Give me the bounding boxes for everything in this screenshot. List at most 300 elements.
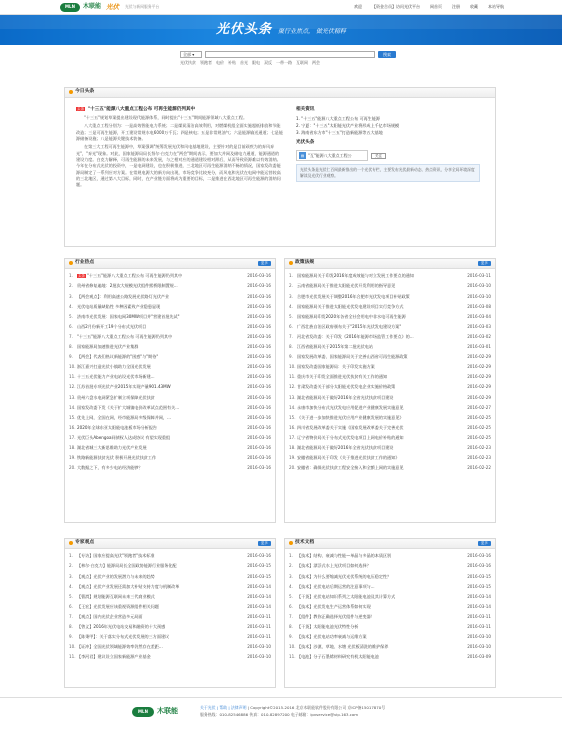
list-item-number: 13. (289, 394, 296, 400)
list-item-title[interactable]: 十三五光伏能力产业电站设光伏市场新建... (77, 374, 155, 380)
list-item-title[interactable]: 国家能源局印发2020年各省全社会用电中非水电可再生能源 (297, 313, 406, 319)
footer-contact: 服务热线：010-82546886 传真：010-82897200 电子邮箱：ipvservice@vip.163.com (200, 712, 359, 718)
list-item[interactable] (289, 352, 491, 362)
list-item-date: 2016-03-16 (247, 465, 271, 471)
list-item-title[interactable]: 【技术】漂浮式水上光伏项目如何选择？ (297, 563, 371, 569)
list-item-title[interactable]: 【电池】分子石墨烯材料研究有机太阳能电池 (297, 654, 379, 660)
expert-list (65, 549, 275, 664)
list-item-date: 2016-03-16 (247, 354, 271, 360)
list-item[interactable] (289, 311, 491, 321)
list-item-title[interactable]: 合肥市光伏发展关于调整2016年合肥市光伏发电项目补贴政策 (297, 293, 410, 299)
list-item-number: 2. (69, 283, 73, 289)
list-item-date: 2016-03-10 (467, 293, 491, 299)
list-item-number: 12. (289, 384, 296, 390)
list-item-title[interactable]: 广西壮族自治区政府颁布关于"2015年光伏发电建设方案" (297, 323, 402, 329)
list-item-title[interactable]: 济南市光伏发展：国家电网30MW项目并"营建首批先试" (77, 313, 180, 319)
list-item[interactable] (69, 453, 271, 463)
list-item-number: 9. (69, 354, 73, 360)
list-item-title[interactable]: 四川省发展改革委关于实施《国家发展改革委关于完善光伏 (297, 424, 404, 430)
list-item-date: 2016-03-16 (247, 414, 271, 420)
list-item-number: 19. (289, 455, 296, 461)
list-item-date: 2016-03-01 (467, 344, 491, 350)
headline-row (76, 107, 283, 113)
list-item-title[interactable]: 【林尔·白克力】能源局局长全国政协能源行业服务化配 (77, 563, 177, 569)
list-item-title[interactable]: 国家能源局关于推进太阳能光伏发电建设项目实行竞争方式 (297, 303, 404, 309)
list-item-title[interactable]: 浙江嘉兴打造光伏小镇助力全国光伏发展 (77, 364, 151, 370)
wechat-title: 光伏头条 (296, 140, 315, 146)
list-item[interactable] (69, 301, 271, 311)
list-item[interactable] (69, 591, 271, 601)
list-item[interactable] (289, 422, 491, 432)
list-item-title[interactable]: 【陈秉甲】：关于落实分布式光伏发展的三方面建议 (77, 634, 170, 640)
list-item-date: 2016-03-11 (247, 613, 271, 619)
list-item-title[interactable]: 贵州省修复遍地：2批次大规模光伏组件熙桥限制置规... (77, 283, 178, 289)
list-item[interactable] (289, 622, 491, 632)
list-item-date: 2016-03-15 (467, 573, 491, 579)
top-links (354, 4, 504, 9)
list-item[interactable] (289, 291, 491, 301)
hot-word[interactable]: 光伏扶贫 (180, 60, 196, 65)
list-item-title[interactable]: 国家能源局加速推进光伏产业集群 (77, 344, 139, 350)
list-item-date: 2016-03-16 (247, 553, 271, 559)
list-item[interactable] (69, 372, 271, 382)
list-item[interactable] (69, 402, 271, 412)
list-item-date: 2016-03-16 (247, 333, 271, 339)
hot-word[interactable]: 双反 (264, 60, 272, 65)
list-item-title[interactable]: 【观点】国内光伏企业营造多元局面 (77, 613, 143, 619)
wechat-description: 光伏头条是光伏仁百网最新推出的一个光伏专栏，主要发布光伏最新动态、热点资讯，分享全局环境深度解读及光伏行业观察。 (296, 164, 480, 181)
list-item-date: 2016-03-16 (247, 283, 271, 289)
footer-logo[interactable] (132, 707, 178, 717)
list-item[interactable] (289, 443, 491, 453)
list-item-date: 2016-03-16 (247, 293, 271, 299)
list-item[interactable] (69, 392, 271, 402)
list-item-title[interactable]: 【干货】光伏电站知识系列之太阳能电池及其计算方式 (297, 593, 396, 599)
list-item-date: 2016-03-10 (467, 644, 491, 650)
list-item-date: 2016-03-11 (467, 273, 491, 279)
expert-section (64, 538, 276, 688)
search-input[interactable] (205, 51, 375, 58)
list-item-date: 2016-03-16 (247, 384, 271, 390)
list-item-number: 9. (289, 634, 293, 640)
list-item-title[interactable]: 重庆市关于印发全面推进光伏扶贫有关工作的通知 (297, 374, 388, 380)
list-item-date: 2016-02-25 (467, 424, 491, 430)
list-item[interactable] (289, 453, 491, 463)
list-item-date: 2016-03-10 (247, 644, 271, 650)
favorite-link[interactable]: 收藏 (470, 4, 478, 10)
list-item-title[interactable]: 【技术】光伏电站功率衰减与运维方案 (297, 634, 367, 640)
list-item-title[interactable]: 【两会观点】：利用高速公路发展光伏路灯光伏产业 (77, 293, 170, 299)
banner-subtitle: 聚行业焦点， 做光伏精粹 (278, 27, 346, 35)
headline-link[interactable]: "十三五"能源八大重点工程公布 可再生能源仍列其中 (87, 107, 196, 112)
list-item-title[interactable]: 河北省发改委：关于印发《2016年能源市场监管工作要点》的... (297, 333, 414, 339)
list-item-date: 2016-02-25 (467, 414, 491, 420)
tech-section (284, 538, 496, 688)
list-item[interactable] (69, 382, 271, 392)
list-item[interactable] (289, 561, 491, 571)
list-item-title[interactable]: 【王宏】光伏发展应该重视资源组件相关问题 (77, 603, 159, 609)
list-item[interactable] (289, 281, 491, 291)
list-item-number: 6. (289, 323, 293, 329)
list-item[interactable] (289, 271, 491, 281)
list-item[interactable] (69, 612, 271, 622)
list-item-title[interactable]: 国家发展改革委、国家能源局关于完善山西省可再生能源政策 (297, 354, 408, 360)
list-item-date: 2016-03-14 (467, 603, 491, 609)
banner (0, 15, 562, 45)
list-item-title[interactable]: 【曾义】2016年光伏电站交易和融资的十大预感 (77, 624, 166, 630)
list-item-number: 10. (289, 364, 296, 370)
list-item-number: 17. (69, 434, 76, 440)
list-item-number: 3. (69, 293, 73, 299)
list-item[interactable] (69, 443, 271, 453)
tech-more-button[interactable]: 更多 (478, 541, 491, 547)
list-item-number: 12. (69, 384, 76, 390)
list-item[interactable] (289, 362, 491, 372)
list-item[interactable] (289, 332, 491, 342)
list-item[interactable] (69, 422, 271, 432)
related-title: 相关资讯 (296, 107, 315, 112)
list-item-number: 10. (289, 644, 296, 650)
list-item-title[interactable]: 【技术】沙漠、草地、水塘 光伏板清洗的维护保养 (297, 644, 389, 650)
list-item-title[interactable]: 【曹渭】规划能源互联网未来三代商业模式 (77, 593, 155, 599)
list-item[interactable] (69, 551, 271, 561)
list-item-date: 2016-03-16 (247, 424, 271, 430)
list-item[interactable] (289, 551, 491, 561)
list-item-date: 2016-03-14 (247, 593, 271, 599)
wechat-card-label: "互"能源八大重点工程公 (308, 153, 352, 159)
list-item-number: 11. (69, 374, 76, 380)
list-item-title[interactable]: 云南省能源局关于推进太阳能光伏开发利用的指导意见 (297, 283, 396, 289)
list-item[interactable] (69, 622, 271, 632)
list-item-number: 11. (289, 654, 296, 660)
list-item[interactable] (289, 642, 491, 652)
list-item[interactable] (289, 392, 491, 402)
today-sidebar (296, 107, 480, 182)
footer-logo-name: 木联能 (157, 707, 178, 716)
logo-name: 木联能 (83, 3, 102, 11)
list-item-date: 2016-03-14 (247, 583, 271, 589)
industry-section (64, 258, 276, 523)
list-item[interactable] (69, 581, 271, 591)
list-item-number: 5. (289, 313, 293, 319)
policy-section (284, 258, 496, 523)
list-item-number: 17. (289, 434, 296, 440)
list-item-date: 2016-03-16 (247, 455, 271, 461)
list-item-title[interactable]: 【观点】光伏产业的发展潜力与未来的趋势 (77, 573, 155, 579)
list-item[interactable] (69, 632, 271, 642)
list-item[interactable] (69, 332, 271, 342)
list-item[interactable] (289, 412, 491, 422)
bullet-icon (69, 261, 73, 265)
list-item-title[interactable]: 2020年全球东亚太阳能电池板市场分析报告 (77, 424, 158, 430)
headline-paragraph: 八大重点工程分别为：一是高效智能电力系统；二是煤炭清洁高效利用，对燃煤机组全面实施超低排放和节能改造；三是可再生能源，开工建设常规水电6000万千瓦；四是核电；五是非常规油气；六是能源输送通道；七是能源储备设施；八是能源关键技术装备。 (76, 123, 283, 141)
list-item[interactable] (289, 632, 491, 642)
list-item[interactable] (69, 291, 271, 301)
list-item-number: 5. (69, 593, 73, 599)
banner-title: 光伏头条 (216, 21, 273, 37)
list-item-title[interactable]: 安徽省能源局关于印发《关于推进光伏扶贫工作的通知》 (297, 455, 400, 461)
list-item-number: 1. (69, 273, 73, 279)
tech-list (285, 549, 495, 664)
list-item-number: 20. (69, 465, 76, 471)
list-item[interactable] (69, 321, 271, 331)
list-item-title[interactable]: 湖北省能源局关于做好2016年全省光伏扶贫项目建设 (297, 394, 394, 400)
register-link[interactable]: 注册 (452, 4, 460, 10)
list-item-number: 4. (289, 583, 293, 589)
list-item-number: 19. (69, 455, 76, 461)
hot-word[interactable]: 领跑者 (200, 60, 212, 65)
search-button[interactable]: 搜索 (378, 51, 396, 58)
search-category-select[interactable]: 全部 ▾ (180, 51, 202, 58)
list-item-title[interactable]: 【李河君】建议设立国家新能源产业基金 (77, 654, 151, 660)
list-item-date: 2016-03-15 (467, 583, 491, 589)
list-item-number: 8. (289, 624, 293, 630)
list-item-title[interactable]: 甘肃发改委关于部分太阳能光伏发电企业实施价格政策 (297, 384, 396, 390)
list-item-date: 2016-03-14 (247, 603, 271, 609)
list-item-number: 10. (69, 644, 76, 650)
hot-word[interactable]: 限电 (252, 60, 260, 65)
list-item-number: 6. (69, 323, 73, 329)
list-item-title[interactable]: 山西2月份新开工19个分布式光伏项目 (77, 323, 147, 329)
list-item-number: 1. (289, 553, 293, 559)
list-item-number: 3. (69, 573, 73, 579)
footer-line-1 (200, 704, 385, 711)
list-item-number: 1. (289, 273, 293, 279)
list-item-title[interactable]: 江苏首批专项光伏产业2015年实现产量901.43MW (77, 384, 171, 390)
list-item-number: 7. (69, 613, 73, 619)
list-item-title[interactable]: 安徽省：确保光伏扶贫工程安全接入和全额上网的实施意见 (297, 465, 404, 471)
list-item-title[interactable]: 铁路新能源扶贫光伏 积极开展光伏扶贫工作 (77, 455, 157, 461)
list-item[interactable] (69, 571, 271, 581)
list-item-number: 16. (69, 424, 76, 430)
hot-word[interactable]: 两会 (312, 60, 320, 65)
list-item-title[interactable]: 【技术】为什么要缩减光伏光伏系统的电压稳定性？ (297, 573, 392, 579)
list-item-date: 2016-03-14 (467, 593, 491, 599)
today-title-wrap (69, 89, 94, 95)
list-item-title[interactable]: 贵州六盘水电网紧急扩制立项保障光伏扶贫 (77, 394, 155, 400)
list-item-number: 7. (289, 333, 293, 339)
list-item[interactable] (69, 463, 271, 473)
list-item-date: 2016-03-16 (247, 374, 271, 380)
list-item-number: 2. (289, 563, 293, 569)
list-item-number: 20. (289, 465, 296, 471)
policy-list (285, 269, 495, 475)
list-item[interactable] (289, 591, 491, 601)
list-item[interactable] (69, 362, 271, 372)
follow-button[interactable]: 关注 (371, 153, 386, 160)
list-item[interactable] (289, 382, 491, 392)
welcome-text: 欢迎 (354, 4, 362, 10)
list-item-date: 2016-03-16 (247, 313, 271, 319)
headline-tag: 头条 (77, 107, 85, 111)
list-item[interactable] (69, 433, 271, 443)
list-item-date: 2016-02-29 (467, 374, 491, 380)
list-item-title[interactable]: 湖北省城三大新思维助力光伏产业发展 (77, 444, 147, 450)
member-link[interactable]: 【资金合员】访问光伏平台 (372, 4, 420, 10)
list-item-tag: 头条 (78, 273, 85, 278)
policy-title-wrap (289, 260, 314, 266)
footer-links[interactable]: 关于光伏 | 帮助 | 法律声明 (200, 705, 247, 710)
list-item-number: 2. (69, 563, 73, 569)
list-item-title[interactable]: "十三五"能源八大重点工程公布 可再生能源仍列其中 (77, 333, 173, 339)
tech-header (285, 539, 495, 549)
list-item[interactable] (289, 612, 491, 622)
list-item-date: 2016-02-22 (467, 465, 491, 471)
today-header (65, 88, 495, 98)
list-item-number: 4. (69, 303, 73, 309)
related-item[interactable]: 3. 海南省东方市"十三五"打造新能源等五大基地 (296, 130, 383, 136)
top-bar (0, 0, 562, 15)
related-item[interactable]: 1. "十三五"能源八大重点工程公布 可再生能源 (296, 115, 380, 121)
list-item-number: 9. (69, 634, 73, 640)
hot-words (0, 58, 562, 65)
list-item-date: 2016-03-03 (467, 323, 491, 329)
list-item-title[interactable]: 【技术】光伏发电生产运营体系如何实现 (297, 603, 371, 609)
list-item-date: 2016-03-10 (247, 654, 271, 660)
expert-header (65, 539, 275, 549)
list-item-date: 2016-03-16 (247, 434, 271, 440)
list-item-title[interactable]: 《关于进一步加快推进光伏应用产业健康发展的实施意见》 (297, 414, 404, 420)
list-item-number: 3. (289, 573, 293, 579)
list-item-title[interactable]: 湖北省能源局关于做好2016年全省光伏扶贫项目建设 (297, 444, 394, 450)
list-item-title[interactable]: 辽宁省物价局关于分布式光伏发电项目上网电价补贴的通知 (297, 434, 404, 440)
list-item-date: 2016-03-04 (467, 313, 491, 319)
list-item-date: 2016-03-16 (247, 323, 271, 329)
footer-logo-mark: MLN (132, 707, 154, 717)
list-item-number: 11. (69, 654, 76, 660)
list-item-title[interactable]: 【观点】光伏产业发展还需加大补贴支持力度与机制改革 (77, 583, 180, 589)
site-logo[interactable] (60, 3, 159, 12)
list-item-title[interactable]: 国家能源局关于印发2016年度成效能与对立发展工作要点的通知 (297, 273, 414, 279)
bullet-icon (289, 541, 293, 545)
list-item[interactable] (69, 311, 271, 321)
industry-title-wrap (69, 260, 94, 266)
hot-word[interactable]: 一带一路 (276, 60, 292, 65)
home-link[interactable]: 网首页 (430, 4, 442, 10)
list-item[interactable] (289, 372, 491, 382)
list-item-date: 2016-03-15 (247, 563, 271, 569)
list-item-date: 2016-03-16 (467, 563, 491, 569)
list-item-number: 8. (69, 344, 73, 350)
list-item-date: 2016-03-16 (247, 394, 271, 400)
list-item[interactable] (289, 652, 491, 662)
list-item[interactable] (289, 433, 491, 443)
list-item[interactable] (289, 463, 491, 473)
expert-more-button[interactable]: 更多 (258, 541, 271, 547)
list-item-title[interactable]: 【技术】光伏电站后期运营的注意事项与... (297, 583, 375, 589)
footer-copyright: | Copyright©2015-2016 北京木联能软件股份有限公司 京ICP备15017870号 (247, 705, 386, 710)
list-item-title[interactable]: 大数据之下，有多少电站经济能够？ (77, 465, 143, 471)
list-item[interactable] (69, 281, 271, 291)
list-item-date: 2016-03-16 (247, 364, 271, 370)
list-item-date: 2016-03-16 (247, 344, 271, 350)
footer (0, 697, 562, 735)
list-item-title[interactable]: 国家发改委国家能源局：关于印发实施方案 (297, 364, 375, 370)
site-nav-link[interactable]: 本站导航 (488, 4, 504, 10)
list-item-date: 2016-02-27 (467, 404, 491, 410)
list-item-number: 16. (289, 424, 296, 430)
list-item-date: 2016-03-16 (467, 553, 491, 559)
list-item[interactable] (69, 342, 271, 352)
list-item[interactable] (69, 642, 271, 652)
list-item-number: 6. (69, 603, 73, 609)
product-name: 光伏 (106, 2, 120, 11)
list-item-title[interactable]: 【干货】太阳能电池光伏特性分析 (297, 624, 359, 630)
wechat-row (296, 150, 480, 161)
hot-word[interactable]: 电价 (216, 60, 224, 65)
list-item-date: 2016-02-29 (467, 394, 491, 400)
list-item-date: 2016-02-25 (467, 434, 491, 440)
industry-more-button[interactable]: 更多 (258, 261, 271, 267)
list-item-number: 2. (289, 283, 293, 289)
list-item[interactable] (69, 352, 271, 362)
article-icon: ▤ (300, 153, 305, 158)
list-item-number: 14. (289, 404, 296, 410)
list-item-date: 2016-03-02 (467, 333, 491, 339)
list-item[interactable] (69, 652, 271, 662)
hot-word[interactable]: 补贴 (228, 60, 236, 65)
related-item[interactable]: 2. 宁夏："十三五"太阳能光伏产业将形成上千亿市场规模 (296, 123, 400, 129)
list-item-title[interactable]: "十三五"能源八大重点工程公布 可再生能源仍列其中 (87, 273, 183, 279)
list-item-date: 2016-03-11 (467, 624, 491, 630)
list-item[interactable] (289, 321, 491, 331)
list-item-title[interactable]: 国家发改委下发《关于扩大城镇电价改革试点范围有关... (77, 404, 180, 410)
wechat-card[interactable] (296, 150, 368, 161)
list-item-title[interactable]: 永康市加快分布式光伏发电应用促进产业健康发展实施意见 (297, 404, 404, 410)
list-item-title[interactable]: 【组件】教你正确选择光伏组件与逆变器！ (297, 613, 375, 619)
list-item-title[interactable]: 【技术】结构、衰减与性能—单晶与多晶的本质区别 (297, 553, 392, 559)
list-item[interactable] (289, 581, 491, 591)
list-item-number: 7. (69, 333, 73, 339)
list-item[interactable] (69, 601, 271, 611)
list-item-title[interactable]: 光伏电站质量缺陷性 多种因素致产业隐患显现 (77, 303, 161, 309)
list-item-date: 2016-03-08 (467, 303, 491, 309)
list-item[interactable] (289, 571, 491, 581)
hot-word[interactable]: 互联网 (296, 60, 308, 65)
list-item-number: 13. (69, 394, 76, 400)
list-item[interactable] (69, 561, 271, 571)
list-item-title[interactable]: 【两会】代表们热议新能源的"困惑"与"期待" (77, 354, 159, 360)
list-item-number: 15. (69, 414, 76, 420)
list-item-date: 2016-03-10 (467, 283, 491, 289)
hot-word[interactable]: 首光 (240, 60, 248, 65)
list-item-number: 8. (289, 344, 293, 350)
list-item[interactable] (289, 342, 491, 352)
today-title: 今日头条 (75, 89, 95, 95)
list-item-title[interactable]: 优先上网，全国在网，经市能源局多级保障并网，... (77, 414, 171, 420)
bullet-icon (69, 90, 73, 94)
list-item-title[interactable]: 光伏巨头Abengoa同债权人达成协议 有望实现重组 (77, 434, 171, 440)
list-item-title[interactable]: 【证冲】全国光伏领域能源效率仍然存在差距... (77, 644, 163, 650)
policy-title: 政策法规 (295, 260, 315, 266)
list-item-number: 14. (69, 404, 76, 410)
list-item-date: 2016-02-29 (467, 354, 491, 360)
list-item[interactable] (289, 301, 491, 311)
list-item[interactable] (69, 271, 271, 281)
list-item-number: 3. (289, 293, 293, 299)
list-item[interactable] (289, 601, 491, 611)
list-item-number: 7. (289, 613, 293, 619)
list-item-title[interactable]: 【专访】国家应提高光伏"领跑者"技术标准 (77, 553, 155, 559)
headline-paragraph: 在第三大工程可再生能源中，草案强调"统筹发展光伏和风电基地建设，主要针对的是目前顽疾为的弃风弃光"，"弃光"现象。对此，国家能源局局长努尔·白克力在"两会"期间表示，要加大并网及储电力通道、能源通道的建设力度。白克力解释，可再生能源的未来发展，与之相对应的通道建设相对滞后，从而导致资源难以有效消纳。今年在分布式光伏的投资中，一是电网建设，也在积极推进，三北地区可再生能源消纳不畅的情况，国家发改委能源局制定了一系列应对方案。在常规电源大的新方向出现，市场竞争比较充分，而风电和光伏在电网中能运营较高的三北地区，通过第八大目标，同时，在产业链方面将成为重要的目标，二是推进在西北地区可再生能源的消纳问题。 (76, 144, 281, 188)
list-item-number: 8. (69, 624, 73, 630)
logo-mark: MLN (60, 3, 80, 12)
policy-more-button[interactable]: 更多 (478, 261, 491, 267)
list-item-number: 18. (289, 444, 296, 450)
list-item[interactable] (289, 402, 491, 412)
list-item-title[interactable]: 江西省能源局关于2015年第二批光伏电站 (297, 344, 373, 350)
list-item[interactable] (69, 412, 271, 422)
